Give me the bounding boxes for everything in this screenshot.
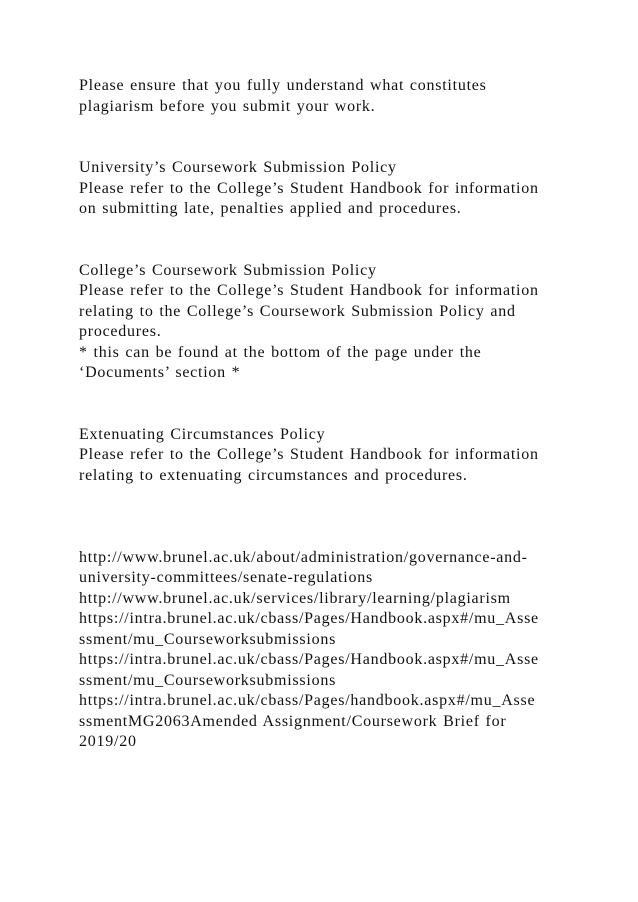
link-text: university-committees/senate-regulations <box>79 569 373 586</box>
text-line: Please refer to the College’s Student Handbook for information <box>79 282 539 299</box>
document-body <box>79 76 579 753</box>
text-line: Please refer to the College’s Student Handbook for information <box>79 446 539 463</box>
text-line: ‘Documents’ section * <box>79 364 241 381</box>
text-line: Please ensure that you fully understand what constitutes <box>79 77 487 94</box>
text-line: relating to the College’s Coursework Submission Policy and <box>79 302 516 320</box>
link-text: https://intra.brunel.ac.uk/cbass/Pages/Handbook.aspx#/mu_Asse <box>79 651 539 668</box>
extenuating-policy-section <box>79 425 579 487</box>
college-policy-section <box>79 261 579 384</box>
text-line: on submitting late, penalties applied and procedures. <box>79 200 462 217</box>
link-text: ssmentMG2063Amended Assignment/Coursework Brief for <box>79 712 507 730</box>
text-line: procedures. <box>79 323 162 340</box>
spacer <box>79 220 579 261</box>
link-text: ssment/mu_Courseworksubmissions <box>79 630 337 648</box>
link-text: http://www.brunel.ac.uk/services/library/learning/plagiarism <box>79 589 511 607</box>
text-line: plagiarism before you submit your work. <box>79 97 376 115</box>
spacer <box>79 117 579 158</box>
section-heading: Extenuating Circumstances Policy <box>79 425 326 443</box>
spacer <box>79 486 579 548</box>
link-text: 2019/20 <box>79 733 137 750</box>
spacer <box>79 384 579 425</box>
link-text: https://intra.brunel.ac.uk/cbass/Pages/handbook.aspx#/mu_Asse <box>79 692 536 709</box>
text-line: * this can be found at the bottom of the page under the <box>79 343 482 361</box>
reference-links <box>79 548 579 753</box>
section-heading: University’s Coursework Submission Policy <box>79 159 397 176</box>
link-text: ssment/mu_Courseworksubmissions <box>79 671 337 689</box>
text-line: Please refer to the College’s Student Handbook for information <box>79 179 539 197</box>
link-text: http://www.brunel.ac.uk/about/administration/governance-and- <box>79 548 528 566</box>
link-text: https://intra.brunel.ac.uk/cbass/Pages/Handbook.aspx#/mu_Asse <box>79 610 539 627</box>
plagiarism-notice <box>79 76 579 117</box>
section-heading: College’s Coursework Submission Policy <box>79 261 377 279</box>
university-policy-section <box>79 158 579 220</box>
text-line: relating to extenuating circumstances and procedures. <box>79 466 468 484</box>
